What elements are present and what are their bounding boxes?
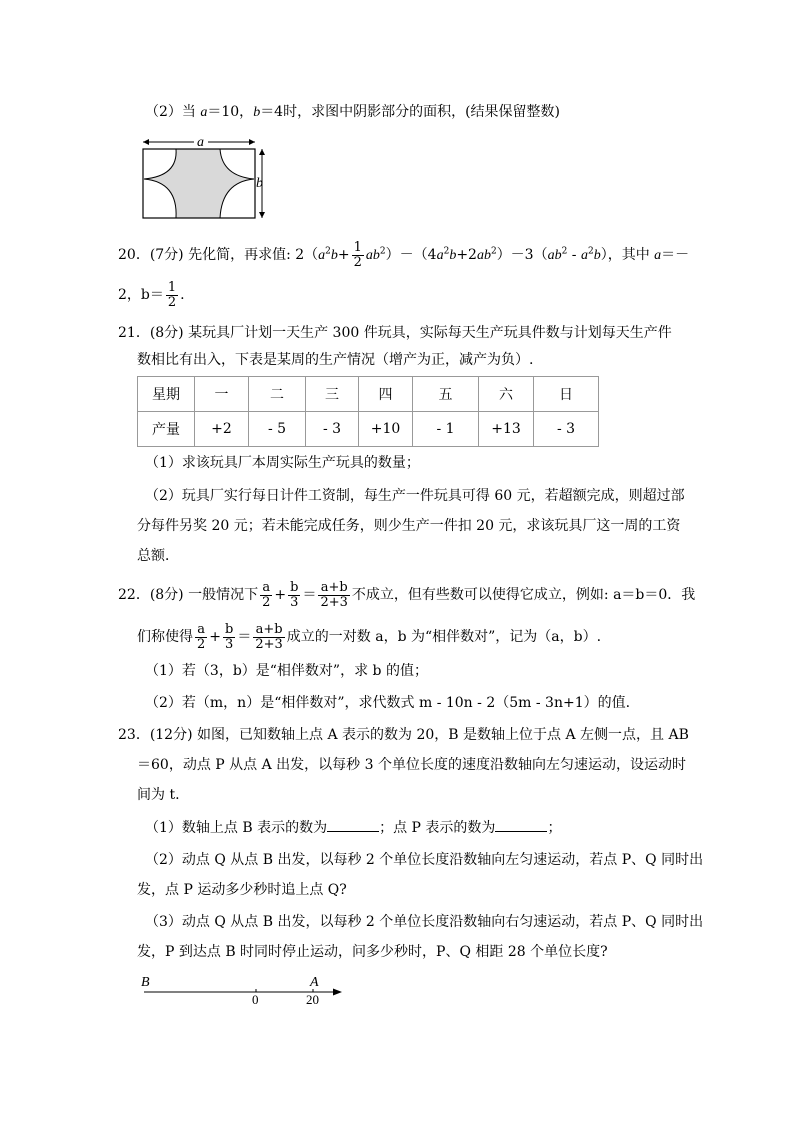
q23-line2: ＝60，动点 P 从点 A 出发，以每秒 3 个单位长度的速度沿数轴向左匀速运动，设运动时: [137, 757, 686, 773]
tick-label-20: 20: [306, 992, 319, 1006]
q23-line1: 23．(12分) 如图，已知数轴上点 A 表示的数为 20，B 是数轴上位于点 A 左侧一点，且 AB: [118, 727, 689, 743]
table-header-row: [138, 377, 599, 412]
q21-part2-line2: 分每件另奖 20 元；若未能完成任务，则少生产一件扣 20 元，求该玩具厂这一周的工资: [137, 518, 681, 534]
point-label-A: A: [310, 975, 319, 990]
arrow-b-top: [259, 149, 265, 155]
q23-line3: 间为 t.: [137, 787, 180, 803]
table-cell: 二: [249, 377, 306, 412]
q21-part2-line1: （2）玩具厂实行每日计件工资制，每生产一件玩具可得 60 元，若超额完成，则超过部: [145, 488, 685, 504]
answer-blank-2: [495, 817, 547, 832]
q22-part2: （2）若（m，n）是“相伴数对”，求代数式 m - 10n - 2（5m - 3n+1）的值.: [145, 695, 631, 711]
table-cell: 一: [195, 377, 249, 412]
q19-figure: [136, 134, 276, 224]
table-cell: 三: [306, 377, 359, 412]
q21-part2-line3: 总额．: [137, 548, 179, 564]
arrow-right-icon: [333, 989, 342, 996]
shaded-region: [144, 149, 254, 218]
arrow-a-left: [143, 139, 149, 145]
label-a: a: [197, 135, 204, 150]
q23-part3-line1: （3）动点 Q 从点 B 出发，以每秒 2 个单位长度沿数轴向右匀速运动，若点 P、Q 同时出: [145, 914, 704, 930]
table-cell: +10: [359, 412, 413, 447]
q22-line1: 22．(8分) 一般情况下 $\frac{a}{2}$ + $\frac{b}{3}$ ＝ $\frac{a+b}{2+3}$ 不成立，但有些数可以使得它成立，例如: a＝b＝0．我: [118, 579, 696, 610]
table-cell: - 1: [413, 412, 479, 447]
table-cell: - 5: [249, 412, 306, 447]
table-cell: 五: [413, 377, 479, 412]
production-table: [137, 376, 599, 447]
q19-part2: （2）当 a＝10，b＝4时，求图中阴影部分的面积，(结果保留整数): [145, 104, 561, 120]
table-cell: - 3: [306, 412, 359, 447]
table-cell: 星期: [138, 377, 195, 412]
point-label-B: B: [141, 975, 150, 990]
tick-label-0: 0: [252, 992, 259, 1006]
q23-part2-line1: （2）动点 Q 从点 B 出发，以每秒 2 个单位长度沿数轴向左匀速运动，若点 P、Q 同时出: [145, 852, 704, 868]
number-line: [136, 970, 346, 1006]
q23-part3-line2: 发，P 到达点 B 时同时停止运动，问多少秒时，P、Q 相距 28 个单位长度?: [137, 944, 608, 960]
q20-line1: 20．(7分) 先化简，再求值: $2(a^2b+$ $\frac{1}{2}$ $ab^2)-(4a^2b+2ab^2)-3(ab^2 - a^2b)$，其中 a＝－: [118, 239, 690, 270]
table-cell: +13: [479, 412, 534, 447]
q22-line2: 们称使得 $\frac{a}{2}$ + $\frac{b}{3}$ ＝ $\frac{a+b}{2+3}$ 成立的一对数 a，b 为“相伴数对”，记为（a，b）.: [137, 621, 602, 652]
arrow-b-bottom: [259, 212, 265, 218]
q22-part1: （1）若（3，b）是“相伴数对”，求 b 的值；: [145, 663, 428, 679]
q21-part1: （1）求该玩具厂本周实际生产玩具的数量；: [145, 455, 420, 471]
table-cell: 产量: [138, 412, 195, 447]
q21-line1: 21．(8分) 某玩具厂计划一天生产 300 件玩具，实际每天生产玩具件数与计划每天生产件: [118, 325, 672, 341]
answer-blank-1: [327, 817, 379, 832]
table-cell: 日: [534, 377, 599, 412]
table-row: [138, 412, 599, 447]
q23-part2-line2: 发，点 P 运动多少秒时追上点 Q?: [137, 882, 347, 898]
label-b: b: [256, 176, 263, 191]
arrow-a-right: [249, 139, 255, 145]
q23-part1: （1）数轴上点 B 表示的数为 ；点 P 表示的数为 ；: [145, 817, 561, 838]
q20-line2: 2，b＝ $\frac{1}{2}$ .: [118, 279, 185, 310]
table-cell: - 3: [534, 412, 599, 447]
table-cell: 四: [359, 377, 413, 412]
table-cell: 六: [479, 377, 534, 412]
q21-line2: 数相比有出入，下表是某周的生产情况（增产为正，减产为负）.: [137, 352, 534, 368]
table-cell: +2: [195, 412, 249, 447]
